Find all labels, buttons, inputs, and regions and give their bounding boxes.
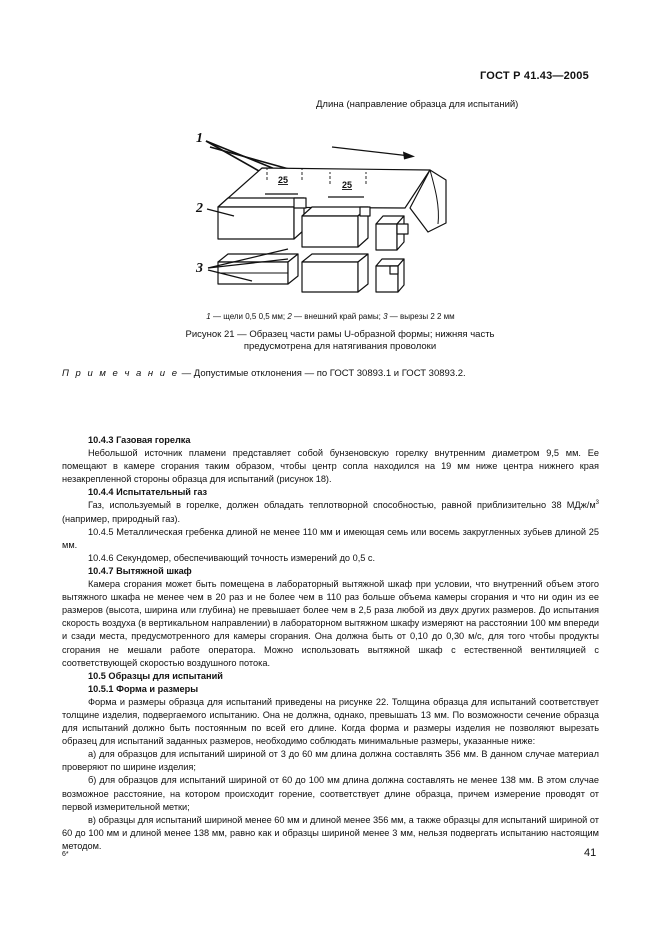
- section-10-5-title: 10.5 Образцы для испытаний: [88, 670, 223, 681]
- list-item-b: б) для образцов для испытаний шириной от 60 до 100 мм длина должна составлять не менее 138 мм. В этом случае возможное расстояние, на котором происходит горение, соответствует длине образца, причем измерение проводят от первой измерительной метки;: [62, 775, 599, 812]
- section-10-4-7-text: Камера сгорания может быть помещена в лабораторный вытяжной шкаф при условии, что внутренний объем этого вытяжного шкафа не менее чем в 20 раз и не более чем в 110 раз больше объема камеры сгорания и что ни один из ее размеров (высота, ширина или глубина) не превышает более чем в 2,5 раза любой из двух других размеров. До испытания скорость воздуха (в вертикальном направлении) в лабораторном вытяжном шкафу измеряют на расстоянии 100 мм впереди и сзади места, предусмотренного для камеры сгорания. Она должна быть от 0,10 до 0,30 м/с, для того чтобы продукты сгорания не мешали работе оператора. Можно использовать вытяжной шкаф с естественной вентиляцией с соответствующей скоростью воздушного потока.: [62, 579, 599, 668]
- section-10-4-4-text-b: (например, природный газ).: [62, 513, 181, 524]
- legend-num-1: 1: [206, 312, 211, 321]
- callout-1-label: 1: [196, 131, 203, 146]
- list-item-a: а) для образцов для испытаний шириной от 3 до 60 мм длина должна составлять 356 мм. В данном случае материал проверяют по ширине изделия;: [62, 749, 599, 773]
- legend-text-2: — внешний край рамы;: [291, 312, 384, 321]
- callout-2-label: 2: [196, 201, 203, 216]
- section-10-4-4-title: 10.4.4 Испытательный газ: [88, 487, 208, 498]
- upper-middle-block: [302, 207, 370, 247]
- list-item-c: в) образцы для испытаний шириной менее 60 мм и длиной менее 356 мм, а также образцы для испытаний шириной от 60 до 100 мм и длиной менее 138 мм, равно как и образцы шириной менее 3 мм, нельзя подвергать испытанию настоящим методом.: [62, 814, 599, 851]
- document-header: ГОСТ Р 41.43—2005: [480, 70, 589, 82]
- section-10-4-3-text: Небольшой источник пламени представляет собой бунзеновскую горелку внутренним диаметром 9,5 мм. Ее помещают в камере сгорания таким образом, чтобы центр сопла находился на 19 мм ниже центра нижнего края незакрепленной стороны образца для испытаний (рисунок 18).: [62, 448, 599, 485]
- body-text: [62, 434, 599, 853]
- legend-text-3: — вырезы 2 2 мм: [387, 312, 455, 321]
- note-text: — Допустимые отклонения — по ГОСТ 30893.1 и ГОСТ 30893.2.: [179, 368, 466, 379]
- legend-text-1: — щели 0,5 0,5 мм;: [210, 312, 288, 321]
- dimension-label-left: 25: [278, 175, 289, 185]
- figure-caption-line-2: предусмотрена для натягивания проволоки: [243, 341, 437, 352]
- section-10-5-1-text: Форма и размеры образца для испытаний приведены на рисунке 22. Толщина образца для испытаний соответствует толщине изделия, подвергаемого испытанию. Она не должна, однако, превышать 13 мм. По возможности сечение образца для испытаний должно быть постоянным по всей его длине. Когда форма и размеры изделия не позволяют вырезать образец для испытаний заданных размеров, необходимо соблюдать минимальные размеры, указанные ниже:: [62, 696, 599, 747]
- section-10-4-4-text: [62, 499, 599, 525]
- section-10-4-6-text: 10.4.6 Секундомер, обеспечивающий точность измерений до 0,5 с.: [88, 552, 376, 563]
- section-10-4-5-text: 10.4.5 Металлическая гребенка длиной не менее 110 мм и имеющая семь или восемь закругленных зубьев длиной 25 мм.: [62, 526, 599, 550]
- frame-sample-drawing: [190, 128, 455, 300]
- note-label: П р и м е ч а н и е: [62, 368, 179, 379]
- note: [62, 368, 466, 379]
- legend-num-3: 3: [383, 312, 388, 321]
- lower-right-block: [376, 259, 404, 292]
- dimension-label-right: 25: [342, 180, 353, 190]
- legend-num-2: 2: [287, 312, 292, 321]
- section-10-5-1-title: 10.5.1 Форма и размеры: [88, 683, 199, 694]
- figure-caption-line-1: Рисунок 21 — Образец части рамы U-образной формы; нижняя часть: [185, 329, 495, 340]
- callout-3-label: 3: [196, 261, 203, 276]
- section-10-4-4-text-a: Газ, используемый в горелке, должен обладать теплотворной способностью, равной приблизительно 38 МДж/м: [88, 500, 596, 511]
- section-10-4-3-title: 10.4.3 Газовая горелка: [88, 435, 191, 445]
- lower-middle-block: [302, 254, 368, 292]
- figure-legend: [0, 312, 661, 321]
- direction-arrow: [332, 147, 415, 160]
- section-10-4-7-title: 10.4.7 Вытяжной шкаф: [88, 565, 192, 576]
- figure-caption: [150, 329, 530, 353]
- section-10-4-4-superscript: 3: [595, 500, 599, 507]
- footer-signature-mark: 6*: [62, 851, 69, 858]
- lower-left-block: [218, 254, 298, 284]
- upper-left-block: [218, 198, 306, 239]
- figure-direction-label: Длина (направление образца для испытаний): [316, 99, 519, 110]
- page-number: 41: [584, 847, 597, 859]
